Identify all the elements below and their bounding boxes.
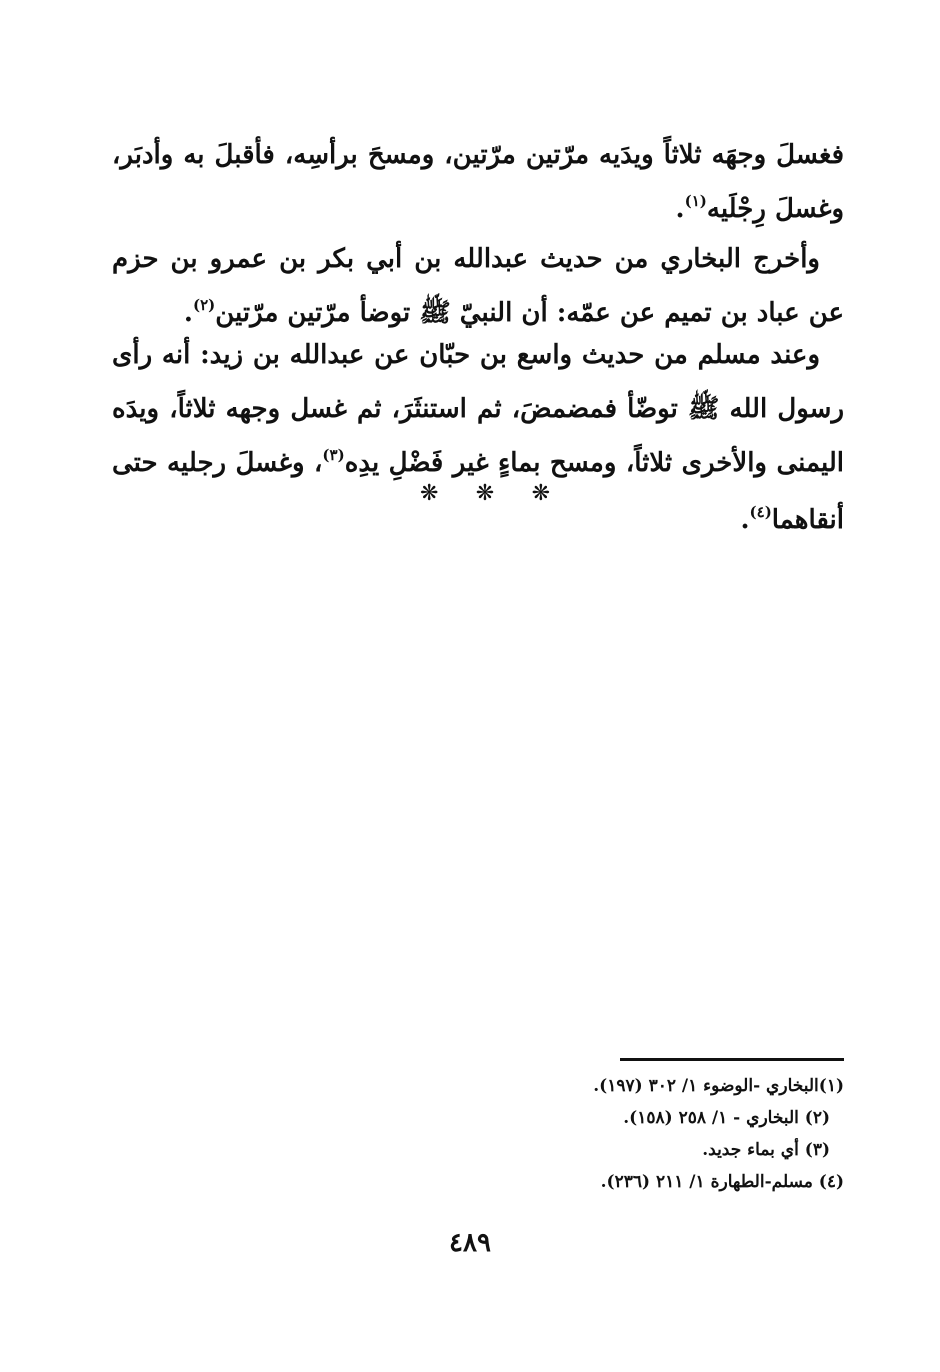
footnote-ref-3: (٣)	[322, 446, 345, 464]
footnote-4: (٤) مسلم-الطهارة ١/ ٢١١ (٢٣٦).	[600, 1172, 844, 1192]
paragraph-2-end: .	[183, 298, 193, 328]
separator-star-icon: ❋	[531, 481, 550, 506]
footnote-divider	[620, 1058, 844, 1061]
footnotes	[460, 1070, 844, 1198]
footnote-ref-1: (١)	[684, 192, 707, 210]
paragraph-3-text-a: وعند مسلم من حديث واسع بن حبّان عن عبدالله بن زيد: أنه رأى رسول الله ﷺ توضّأ فمضمضَ، ثم استنثَرَ، ثم غسل وجهه ثلاثاً، ويدَه اليمنى والأخرى ثلاثاً، ومسح بماءٍ غير فَضْلِ يدِه	[112, 340, 844, 478]
paragraph-2	[112, 232, 844, 343]
paragraph-1	[112, 128, 844, 239]
paragraph-3	[112, 328, 844, 550]
section-separator	[420, 480, 550, 508]
separator-star-icon: ❋	[420, 481, 439, 506]
footnote-3: (٣) أي بماء جديد.	[702, 1140, 830, 1160]
paragraph-1-end: .	[675, 194, 685, 224]
paragraph-3-end: .	[740, 505, 750, 535]
separator-star-icon: ❋	[475, 481, 495, 506]
footnote-ref-4: (٤)	[749, 503, 772, 521]
page-number: ٤٨٩	[449, 1228, 491, 1258]
footnote-ref-2: (٢)	[192, 296, 216, 314]
footnote-2: (٢) البخاري - ١/ ٢٥٨ (١٥٨).	[623, 1108, 830, 1128]
paragraph-2-text: وأخرج البخاري من حديث عبدالله بن أبي بكر بن عمرو بن حزم عن عباد بن تميم عن عمّه: أن النبيّ ﷺ توضأ مرّتين مرّتين	[112, 244, 844, 328]
paragraph-1-text: فغسلَ وجهَه ثلاثاً ويدَيه مرّتين مرّتين، ومسحَ برأسِه، فأقبلَ به وأدبَر، وغسلَ رِجْلَيه	[112, 140, 844, 224]
footnote-1: (١)البخاري -الوضوء ١/ ٣٠٢ (١٩٧).	[593, 1076, 844, 1096]
paragraph-3-text-b: ، وغسلَ رجليه حتى أنقاهما	[112, 448, 844, 535]
